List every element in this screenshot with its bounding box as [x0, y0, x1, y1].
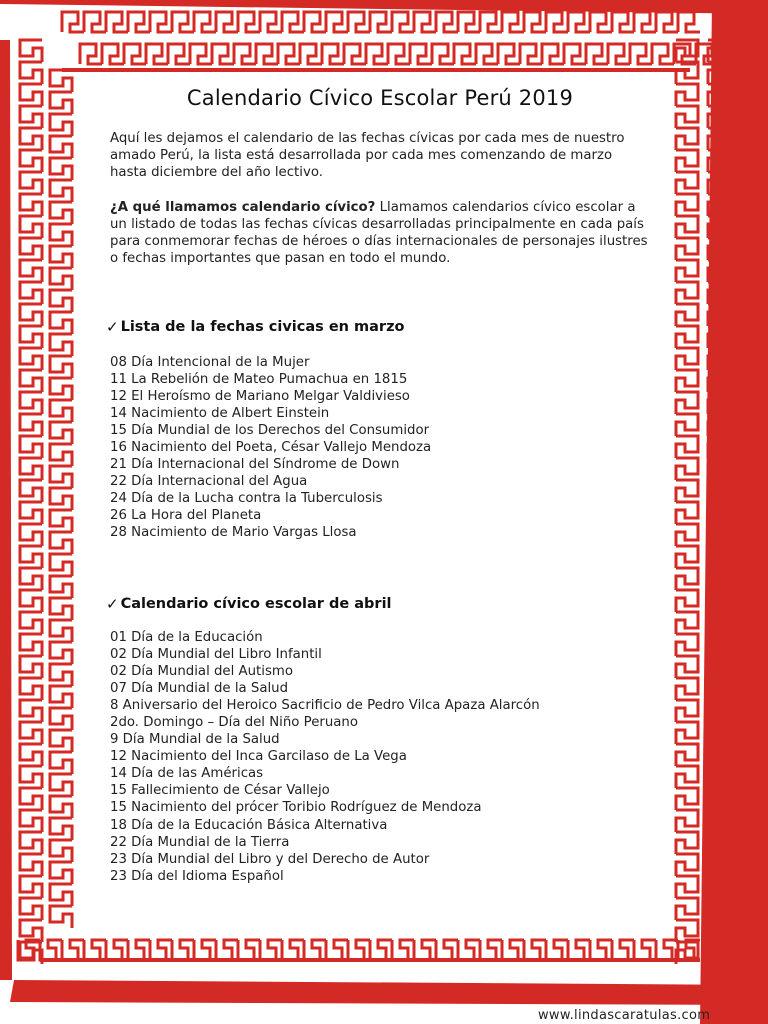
list-item: 16 Nacimiento del Poeta, César Vallejo Mendoza — [110, 440, 432, 456]
website-link[interactable]: www.lindascaratulas.com — [538, 1008, 711, 1023]
list-item: 15 Día Mundial de los Derechos del Consumidor — [110, 423, 430, 439]
list-item: 15 Nacimiento del prócer Toribio Rodríguez de Mendoza — [110, 800, 482, 816]
list-item: 02 Día Mundial del Autismo — [110, 664, 293, 680]
document-body — [106, 86, 650, 884]
section-heading-march — [106, 318, 404, 336]
list-item: 8 Aniversario del Heroico Sacrificio de Pedro Vilca Apaza Alarcón — [110, 698, 540, 714]
march-dates-list — [110, 354, 431, 542]
list-item: 22 Día Internacional del Agua — [110, 474, 308, 490]
section-heading-label: Calendario cívico escolar de abril — [120, 596, 392, 612]
list-item: 14 Día de las Américas — [110, 766, 264, 782]
definition-question: ¿A qué llamamos calendario cívico? — [110, 200, 376, 215]
check-icon: ✓ — [106, 318, 119, 336]
section-heading-label: Lista de la fechas civicas en marzo — [120, 319, 405, 335]
list-item: 02 Día Mundial del Libro Infantil — [110, 647, 322, 663]
list-item: 21 Día Internacional del Síndrome de Down — [110, 457, 400, 473]
list-item: 24 Día de la Lucha contra la Tuberculosis — [110, 491, 383, 507]
list-item: 15 Fallecimiento de César Vallejo — [110, 783, 330, 799]
list-item: 9 Día Mundial de la Salud — [110, 732, 280, 748]
list-item: 23 Día Mundial del Libro y del Derecho de Autor — [110, 851, 430, 867]
april-dates-list — [110, 629, 540, 885]
list-item: 2do. Domingo – Día del Niño Peruano — [110, 715, 358, 731]
definition-text: Llamamos calendarios cívico escolar a un listado de todas las fechas cívicas desarrolladas principalmente en cada país para conmemorar fechas de héroes o días internacionales de personajes ilustres o fechas importantes que pasan en todo el mundo. — [110, 200, 648, 266]
page-title: Calendario Cívico Escolar Perú 2019 — [186, 86, 574, 110]
list-item: 12 El Heroísmo de Mariano Melgar Valdivieso — [110, 389, 410, 405]
intro-paragraph: Aquí les dejamos el calendario de las fechas cívicas por cada mes de nuestro amado Perú, la lista está desarrollada por cada mes comenzando de marzo hasta diciembre del año lectivo. — [110, 131, 625, 180]
list-item: 18 Día de la Educación Básica Alternativa — [110, 817, 388, 833]
list-item: 14 Nacimiento de Albert Einstein — [110, 406, 330, 422]
list-item: 11 La Rebelión de Mateo Pumachua en 1815 — [110, 372, 408, 388]
list-item: 01 Día de la Educación — [110, 630, 263, 645]
list-item: 12 Nacimiento del Inca Garcilaso de La Vega — [110, 749, 407, 765]
list-item: 07 Día Mundial de la Salud — [110, 681, 289, 697]
list-item: 28 Nacimiento de Mario Vargas Llosa — [110, 525, 357, 541]
list-item: 26 La Hora del Planeta — [110, 508, 262, 524]
definition-paragraph — [110, 199, 650, 267]
check-icon: ✓ — [106, 595, 119, 613]
list-item: 22 Día Mundial de la Tierra — [110, 834, 290, 850]
list-item: 23 Día del Idioma Español — [110, 868, 284, 884]
list-item: 08 Día Intencional de la Mujer — [110, 355, 310, 370]
section-heading-april — [106, 595, 392, 613]
